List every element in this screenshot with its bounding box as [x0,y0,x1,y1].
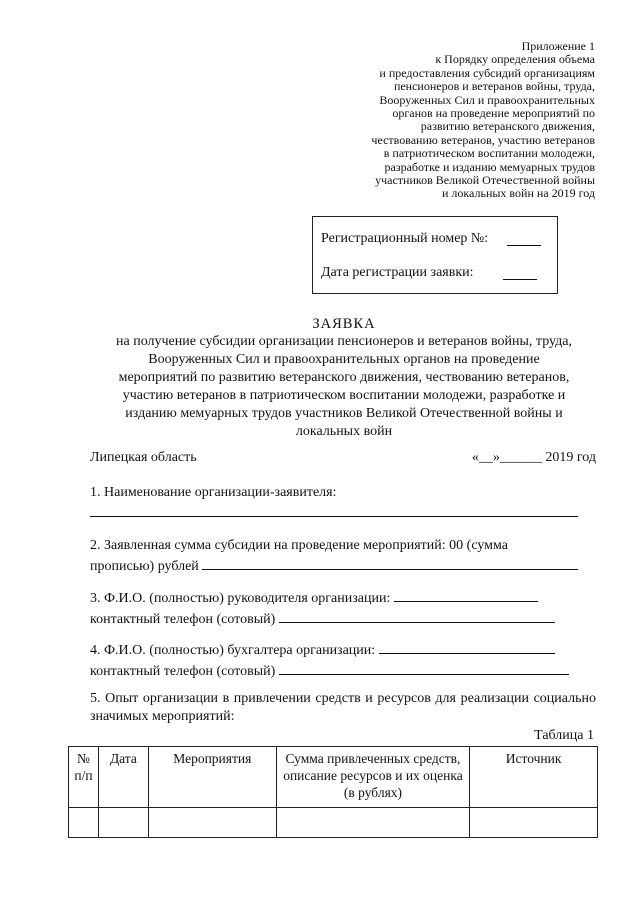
region-label: Липецкая область [90,450,197,465]
organization-name-field[interactable] [90,504,578,517]
title-line: мероприятий по развитию ветеранского движения, чествованию ветеранов, [118,370,570,385]
table-row [69,808,598,838]
title-line: участию ветеранов в патриотическом воспитании молодежи, разработке и [122,388,566,403]
section-5-text: 5. Опыт организации в привлечении средств и ресурсов для реализации социально значимых мероприятий: [90,691,596,724]
section-4-line-1: 4. Ф.И.О. (полностью) бухгалтера организации: [90,643,376,658]
section-organization-name [90,484,596,517]
section-3-line-1-row [90,587,596,608]
appendix-line: чествованию ветеранов, участию ветеранов [371,132,595,147]
section-2-line-2-row [90,555,596,576]
section-2-line-2: прописью) рублей [90,559,199,574]
title-line: на получение субсидии организации пенсионеров и ветеранов войны, труда, [116,334,572,349]
section-4-line-2-row [90,660,596,681]
appendix-line: и предоставления субсидий организациям [379,65,595,80]
section-3-line-2: контактный телефон (сотовый) [90,612,276,627]
appendix-line: развитию ветеранского движения, [420,119,595,134]
registration-box [312,216,558,294]
section-1-label: 1. Наименование организации-заявителя: [90,485,337,500]
appendix-line: органов на проведение мероприятий по [392,106,595,121]
section-director [90,587,596,629]
table-caption: Таблица 1 [534,728,594,743]
appendix-line: Вооруженных Сил и правоохранительных [379,92,595,107]
registration-number-field[interactable] [507,231,541,251]
header-date: Дата [98,747,148,808]
registration-date-field[interactable] [503,265,537,285]
registration-number-label: Регистрационный номер №: [321,231,489,246]
experience-table [68,746,598,838]
header-amount: Сумма привлеченных средств, описание ресурсов и их оценка (в рублях) [276,747,470,808]
header-source: Источник [470,747,598,808]
section-3-line-1: 3. Ф.И.О. (полностью) руководителя организации: [90,591,391,606]
place-date-row [90,450,596,470]
section-3-line-2-row [90,608,596,629]
accountant-phone-field[interactable] [279,660,569,675]
appendix-line: в патриотическом воспитании молодежи, [383,146,595,161]
section-4-line-2: контактный телефон (сотовый) [90,664,276,679]
appendix-line: разработке и изданию мемуарных трудов [384,159,595,174]
cell-num[interactable] [69,808,99,838]
title-line: Вооруженных Сил и правоохранительных органов на проведение [148,352,540,367]
appendix-line: участников Великой Отечественной войны [375,173,595,188]
section-4-line-1-row [90,639,596,660]
appendix-line: Приложение 1 [521,39,595,53]
header-events: Мероприятия [148,747,276,808]
section-2-line-1: 2. Заявленная сумма субсидии на проведение мероприятий: 00 (сумма [90,538,509,553]
table-header-row [69,747,598,808]
registration-date-label: Дата регистрации заявки: [321,265,474,280]
section-accountant [90,639,596,681]
cell-date[interactable] [98,808,148,838]
title-heading: ЗАЯВКА [312,316,376,332]
director-name-field[interactable] [394,587,538,602]
appendix-line: к Порядку определения объема [435,52,595,67]
title-line: изданию мемуарных трудов участников Великой Отечественной войны и [125,406,563,421]
application-title [90,315,598,441]
cell-events[interactable] [148,808,276,838]
amount-in-words-field[interactable] [202,555,578,570]
director-phone-field[interactable] [279,608,555,623]
cell-amount[interactable] [276,808,470,838]
appendix-line: пенсионеров и ветеранов войны, труда, [393,79,595,94]
cell-source[interactable] [470,808,598,838]
section-subsidy-amount [90,537,596,576]
section-experience [90,690,596,726]
application-date[interactable]: «__»______ 2019 год [471,450,596,465]
appendix-note [295,40,595,201]
appendix-line: и локальных войн на 2019 год [442,186,595,201]
accountant-name-field[interactable] [379,639,555,654]
header-num: № п/п [69,747,99,808]
title-line: локальных войн [295,424,393,439]
